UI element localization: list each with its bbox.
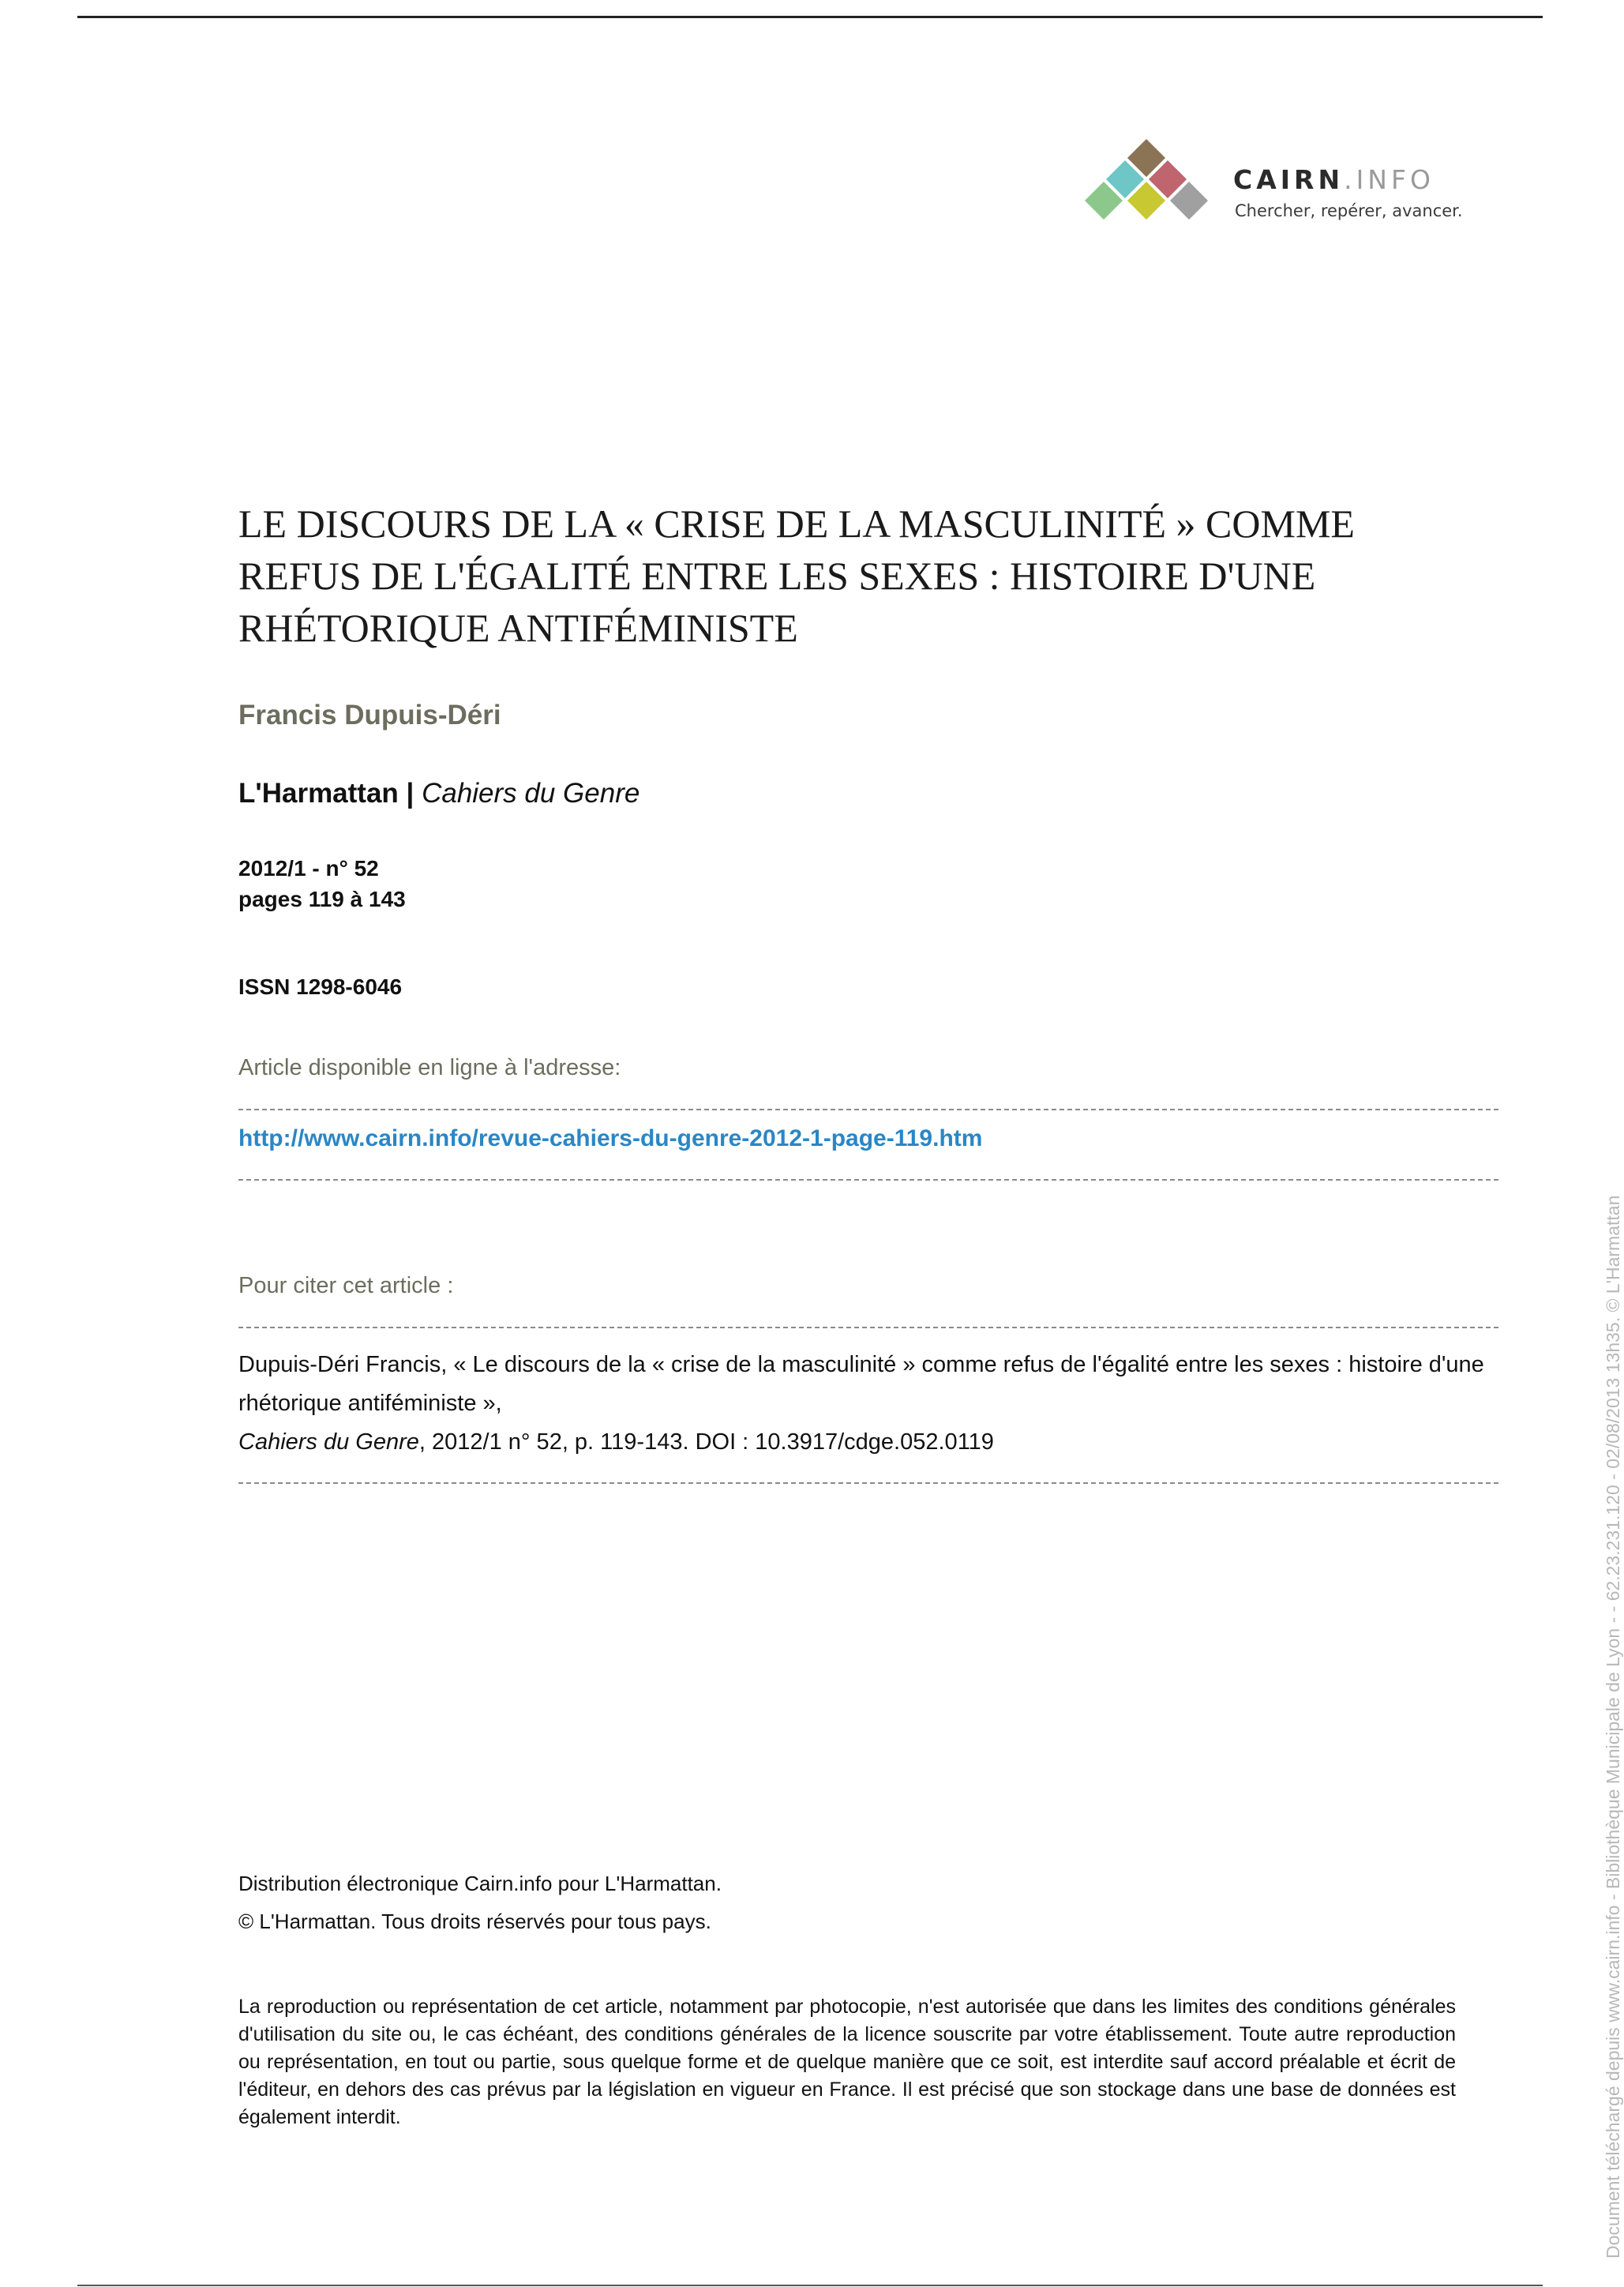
distribution-notice: Distribution électronique Cairn.info pour L'Harmattan. bbox=[238, 1872, 722, 1895]
logo-name-main: CAIRN bbox=[1233, 164, 1345, 195]
issue-block bbox=[238, 853, 406, 914]
legal-notice: La reproduction ou représentation de cet article, notamment par photocopie, n'est autorisée que dans les limites des conditions générales d'utilisation du site ou, le cas échéant, des conditions générales de la licence souscrite par votre établissement. Toute autre reproduction ou représentation, en tout ou partie, sous quelque forme et de quelque manière que ce soit, est interdite sauf accord préalable et écrit de l'éditeur, en dehors des cas prévus par la législation en vigueur en France. Il est précisé que son stockage dans une base de données est également interdit. bbox=[238, 1996, 1456, 2128]
article-author: Francis Dupuis-Déri bbox=[238, 700, 501, 730]
online-label: Article disponible en ligne à l'adresse: bbox=[238, 1055, 621, 1080]
article-title: LE DISCOURS DE LA « CRISE DE LA MASCULINITÉ » COMME REFUS DE L'ÉGALITÉ ENTRE LES SEXES : HISTOIRE D'UNE RHÉTORIQUE ANTIFÉMINISTE bbox=[238, 501, 1355, 650]
article-url-link[interactable]: http://www.cairn.info/revue-cahiers-du-genre-2012-1-page-119.htm bbox=[238, 1125, 983, 1151]
citation-text bbox=[238, 1346, 1510, 1462]
publisher-name: L'Harmattan bbox=[238, 778, 399, 809]
dashed-divider bbox=[238, 1109, 1498, 1110]
dashed-divider bbox=[238, 1327, 1498, 1328]
page-range: pages 119 à 143 bbox=[238, 887, 406, 911]
citation-details: , 2012/1 n° 52, p. 119-143. DOI : 10.3917/cdge.052.0119 bbox=[418, 1429, 994, 1455]
citation-line: Dupuis-Déri Francis, « Le discours de la « crise de la masculinité » comme refus de l'égalité entre les sexes : histoire d'une rhétorique antiféministe », bbox=[238, 1352, 1484, 1416]
logo-wordmark bbox=[1233, 164, 1435, 195]
issue-number: 2012/1 - n° 52 bbox=[238, 856, 379, 881]
citation-reference bbox=[238, 1423, 1510, 1462]
publisher-separator: | bbox=[406, 778, 414, 809]
citation-label: Pour citer cet article : bbox=[238, 1273, 454, 1298]
dashed-divider bbox=[238, 1179, 1498, 1181]
journal-name: Cahiers du Genre bbox=[422, 778, 640, 809]
top-rule bbox=[77, 16, 1543, 18]
publisher-line bbox=[238, 778, 639, 809]
download-watermark: Document téléchargé depuis www.cairn.info - Bibliothèque Municipale de Lyon - - 62.23.231.120 - 02/08/2013 13h35. © L'Harmattan bbox=[1603, 1195, 1623, 2259]
copyright-notice: © L'Harmattan. Tous droits réservés pour tous pays. bbox=[238, 1910, 711, 1933]
logo-diamonds bbox=[1085, 139, 1208, 220]
logo-name-suffix: .INFO bbox=[1344, 164, 1435, 195]
dashed-divider bbox=[238, 1482, 1498, 1484]
issn: ISSN 1298-6046 bbox=[238, 975, 403, 999]
bottom-rule bbox=[77, 2285, 1543, 2286]
logo-tagline: Chercher, repérer, avancer. bbox=[1235, 201, 1463, 220]
citation-journal: Cahiers du Genre bbox=[238, 1429, 419, 1455]
